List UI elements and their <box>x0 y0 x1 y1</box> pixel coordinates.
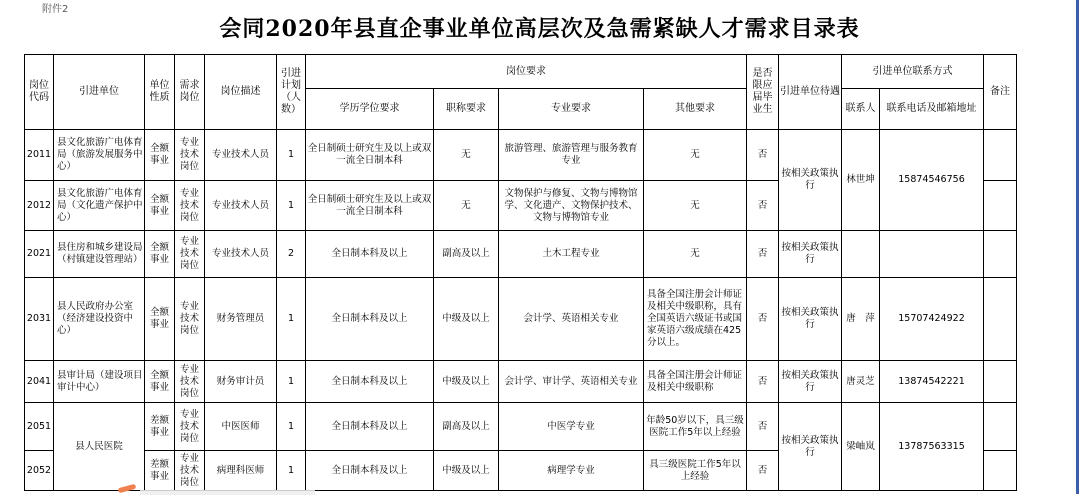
cell-desc: 中医医师 <box>205 403 277 451</box>
cell-other: 无 <box>644 181 747 231</box>
cell-major: 文物保护与修复、文物与博物馆学、文化遗产、文物保护技术、文物与博物馆专业 <box>499 181 644 231</box>
cell-limit: 否 <box>747 451 779 491</box>
cell-major: 旅游管理、旅游管理与服务教育专业 <box>499 130 644 181</box>
talent-demand-table <box>24 54 1017 491</box>
cell-unit: 县人民政府办公室（经济建设投资中心） <box>54 278 145 361</box>
cell-limit: 否 <box>747 181 779 231</box>
cell-category: 专业技术岗位 <box>175 451 205 491</box>
header-plan: 引进计划（人数） <box>277 55 306 130</box>
cell-code: 2021 <box>25 231 54 278</box>
cell-title-req: 副高及以上 <box>434 403 499 451</box>
header-other: 其他要求 <box>644 89 747 130</box>
cell-edu: 全日制本科及以上 <box>306 403 434 451</box>
cell-category: 专业技术岗位 <box>175 181 205 231</box>
cell-treatment: 按相关政策执行 <box>779 231 842 278</box>
header-treatment: 引进单位待遇 <box>779 55 842 130</box>
cell-title-req: 中级及以上 <box>434 451 499 491</box>
cell-phone: 13787563315 <box>880 403 984 491</box>
cell-unit: 县住房和城乡建设局（村镇建设管理站） <box>54 231 145 278</box>
header-code: 岗位代码 <box>25 55 54 130</box>
cell-other: 具备全国注册会计师证及相关中级职称 <box>644 361 747 403</box>
cell-treatment: 按相关政策执行 <box>779 361 842 403</box>
cell-edu: 全日制本科及以上 <box>306 278 434 361</box>
table-row <box>25 130 1017 181</box>
cell-desc: 财务审计员 <box>205 361 277 403</box>
header-nature: 单位性质 <box>145 55 175 130</box>
cell-code: 2052 <box>25 451 54 491</box>
cell-category: 专业技术岗位 <box>175 403 205 451</box>
cell-unit: 县人民医院 <box>54 403 145 491</box>
cell-edu: 全日制硕士研究生及以上或双一流全日制本科 <box>306 181 434 231</box>
cell-edu: 全日制本科及以上 <box>306 361 434 403</box>
cell-code: 2012 <box>25 181 54 231</box>
cell-desc: 财务管理员 <box>205 278 277 361</box>
table-row <box>25 278 1017 361</box>
cell-plan: 1 <box>277 361 306 403</box>
table-row <box>25 403 1017 451</box>
cell-category: 专业技术岗位 <box>175 278 205 361</box>
header-unit: 引进单位 <box>54 55 145 130</box>
cell-note <box>984 181 1017 231</box>
cell-nature: 全额事业 <box>145 361 175 403</box>
cell-plan: 2 <box>277 231 306 278</box>
cell-unit: 县文化旅游广电体育局（旅游发展服务中心） <box>54 130 145 181</box>
cell-nature: 全额事业 <box>145 231 175 278</box>
cell-phone: 13874542221 <box>880 361 984 403</box>
cell-category: 专业技术岗位 <box>175 361 205 403</box>
page-title: 会同2020年县直企事业单位高层次及急需紧缺人才需求目录表 <box>219 16 860 42</box>
cell-desc: 专业技术人员 <box>205 231 277 278</box>
cell-title-req: 无 <box>434 130 499 181</box>
cell-code: 2031 <box>25 278 54 361</box>
bottom-scroll-strip[interactable] <box>140 490 315 495</box>
header-desc: 岗位描述 <box>205 55 277 130</box>
cell-unit: 县文化旅游广电体育局（文化遗产保护中心） <box>54 181 145 231</box>
cell-code: 2011 <box>25 130 54 181</box>
cell-contact <box>842 231 880 278</box>
cell-note <box>984 231 1017 278</box>
cell-plan: 1 <box>277 451 306 491</box>
cell-other: 具三级医院工作5年以上经验 <box>644 451 747 491</box>
cell-nature: 全额事业 <box>145 181 175 231</box>
cell-limit: 否 <box>747 278 779 361</box>
cell-edu: 全日制本科及以上 <box>306 451 434 491</box>
cell-code: 2041 <box>25 361 54 403</box>
cell-code: 2051 <box>25 403 54 451</box>
cell-title-req: 无 <box>434 181 499 231</box>
cell-note <box>984 451 1017 491</box>
cell-nature: 全额事业 <box>145 130 175 181</box>
cell-major: 会计学、英语相关专业 <box>499 278 644 361</box>
cell-other: 无 <box>644 231 747 278</box>
cell-desc: 病理科医师 <box>205 451 277 491</box>
cell-major: 会计学、审计学、英语相关专业 <box>499 361 644 403</box>
cell-edu: 全日制硕士研究生及以上或双一流全日制本科 <box>306 130 434 181</box>
cell-treatment: 按相关政策执行 <box>779 403 842 491</box>
cell-limit: 否 <box>747 361 779 403</box>
table-row <box>25 231 1017 278</box>
cell-note <box>984 361 1017 403</box>
cell-nature: 全额事业 <box>145 278 175 361</box>
header-contact: 联系人 <box>842 89 880 130</box>
cell-limit: 否 <box>747 130 779 181</box>
header-category: 需求岗位 <box>175 55 205 130</box>
cell-desc: 专业技术人员 <box>205 181 277 231</box>
header-major: 专业要求 <box>499 89 644 130</box>
cell-phone: 15707424922 <box>880 278 984 361</box>
cell-plan: 1 <box>277 130 306 181</box>
cell-title-req: 中级及以上 <box>434 278 499 361</box>
cell-limit: 否 <box>747 231 779 278</box>
cell-treatment: 按相关政策执行 <box>779 278 842 361</box>
cell-phone: 15874546756 <box>880 130 984 231</box>
cell-treatment: 按相关政策执行 <box>779 130 842 231</box>
header-requirements: 岗位要求 <box>306 55 747 89</box>
header-title-req: 职称要求 <box>434 89 499 130</box>
cell-nature: 差额事业 <box>145 403 175 451</box>
cell-contact: 唐灵芝 <box>842 361 880 403</box>
header-contact-group: 引进单位联系方式 <box>842 55 984 89</box>
cell-other: 无 <box>644 130 747 181</box>
cell-note <box>984 403 1017 451</box>
cell-contact: 梁岫岚 <box>842 403 880 491</box>
cell-other: 年龄50岁以下，具三级医院工作5年以上经验 <box>644 403 747 451</box>
cell-title-req: 副高及以上 <box>434 231 499 278</box>
cell-edu: 全日制本科及以上 <box>306 231 434 278</box>
cell-unit: 县审计局（建设项目审计中心） <box>54 361 145 403</box>
cell-contact: 唐 萍 <box>842 278 880 361</box>
cell-plan: 1 <box>277 181 306 231</box>
cell-nature: 差额事业 <box>145 451 175 491</box>
cell-desc: 专业技术人员 <box>205 130 277 181</box>
cell-major: 病理学专业 <box>499 451 644 491</box>
cell-category: 专业技术岗位 <box>175 130 205 181</box>
cell-title-req: 中级及以上 <box>434 361 499 403</box>
attachment-label: 附件2 <box>42 4 69 15</box>
cell-note <box>984 130 1017 181</box>
cell-phone <box>880 231 984 278</box>
header-edu: 学历学位要求 <box>306 89 434 130</box>
table-row <box>25 361 1017 403</box>
cell-other: 具备全国注册会计师证及相关中级职称，具有全国英语六级证书或国家英语六级成绩在425分以上。 <box>644 278 747 361</box>
header-phone: 联系电话及邮箱地址 <box>880 89 984 130</box>
cell-plan: 1 <box>277 403 306 451</box>
cell-category: 专业技术岗位 <box>175 231 205 278</box>
header-limit: 是否限应届毕业生 <box>747 55 779 130</box>
cell-plan: 1 <box>277 278 306 361</box>
header-note: 备注 <box>984 55 1017 130</box>
cell-limit: 否 <box>747 403 779 451</box>
cell-major: 中医学专业 <box>499 403 644 451</box>
cell-contact: 林世坤 <box>842 130 880 231</box>
cell-major: 土木工程专业 <box>499 231 644 278</box>
cell-note <box>984 278 1017 361</box>
